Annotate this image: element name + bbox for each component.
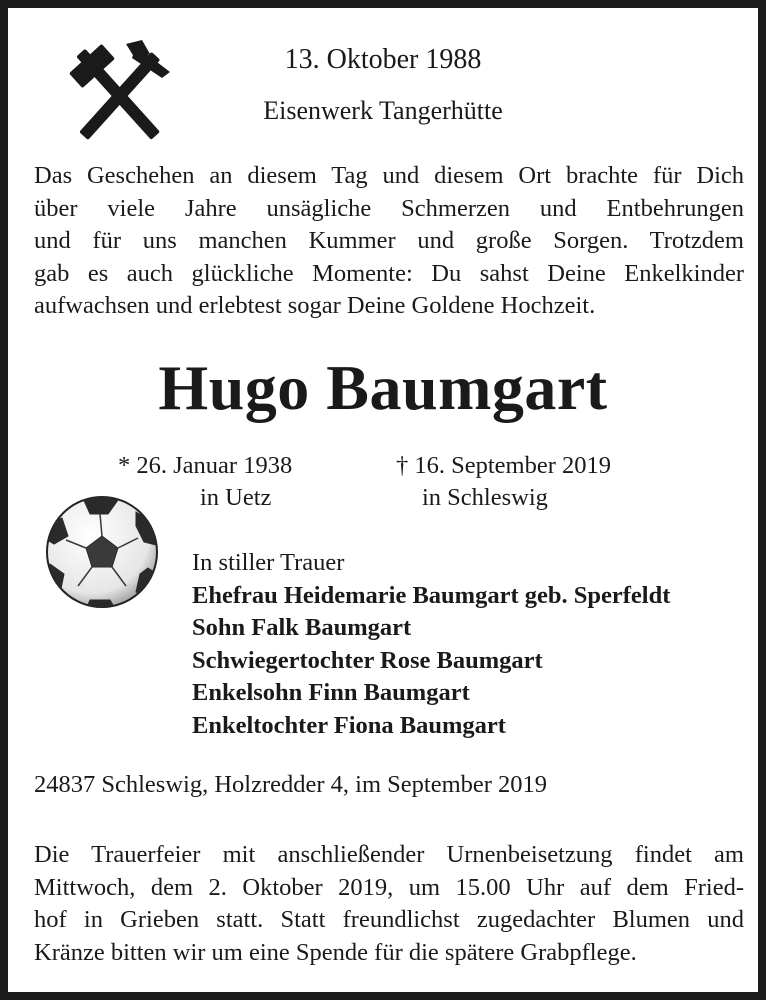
mourner-name: Sohn Falk Baumgart: [192, 614, 412, 641]
funeral-text: [34, 839, 744, 969]
intro-line: Das Geschehen an diesem Tag und diesem Ort brachte für Dich: [34, 162, 744, 189]
address-line: 24837 Schleswig, Holzredder 4, im September 2019: [34, 771, 548, 798]
intro-line: über viele Jahre unsägliche Schmerzen und Entbehrungen: [34, 194, 744, 222]
death-info: [396, 450, 611, 514]
intro-line: aufwachsen und erlebtest sogar Deine Goldene Hochzeit.: [34, 292, 596, 319]
mourners-intro: In stiller Trauer: [192, 549, 345, 576]
birth-place: in Uetz: [200, 484, 272, 511]
mourners-list: [192, 547, 670, 742]
death-date: † 16. September 2019: [396, 452, 612, 479]
mourner-name: Schwiegertochter Rose Baumgart: [192, 646, 543, 674]
birth-date: * 26. Januar 1938: [118, 452, 293, 479]
mourner-name: Enkelsohn Finn Baumgart: [192, 679, 470, 706]
intro-text: [34, 160, 744, 323]
funeral-line: Kränze bitten wir um eine Spende für die spätere Grabpflege.: [34, 938, 637, 966]
deceased-name: Hugo Baumgart: [158, 352, 608, 423]
funeral-line: hof in Grieben statt. Statt freundlichst zugedachter Blumen und: [34, 906, 744, 933]
intro-line: und für uns manchen Kummer und große Sorgen. Trotzdem: [34, 227, 744, 254]
funeral-line: Mittwoch, dem 2. Oktober 2019, um 15.00 Uhr auf dem Fried-: [34, 873, 744, 901]
event-date: 13. Oktober 1988: [284, 44, 482, 75]
mourner-name: Enkeltochter Fiona Baumgart: [192, 711, 506, 739]
event-place: Eisenwerk Tangerhütte: [263, 96, 503, 125]
intro-line: gab es auch glückliche Momente: Du sahst Deine Enkelkinder: [34, 259, 744, 287]
mourner-name: Ehefrau Heidemarie Baumgart geb. Sperfeldt: [192, 581, 671, 609]
funeral-line: Die Trauerfeier mit anschließender Urnenbeisetzung findet am: [34, 841, 744, 868]
death-place: in Schleswig: [422, 484, 548, 511]
soccer-ball-icon: [44, 494, 160, 610]
